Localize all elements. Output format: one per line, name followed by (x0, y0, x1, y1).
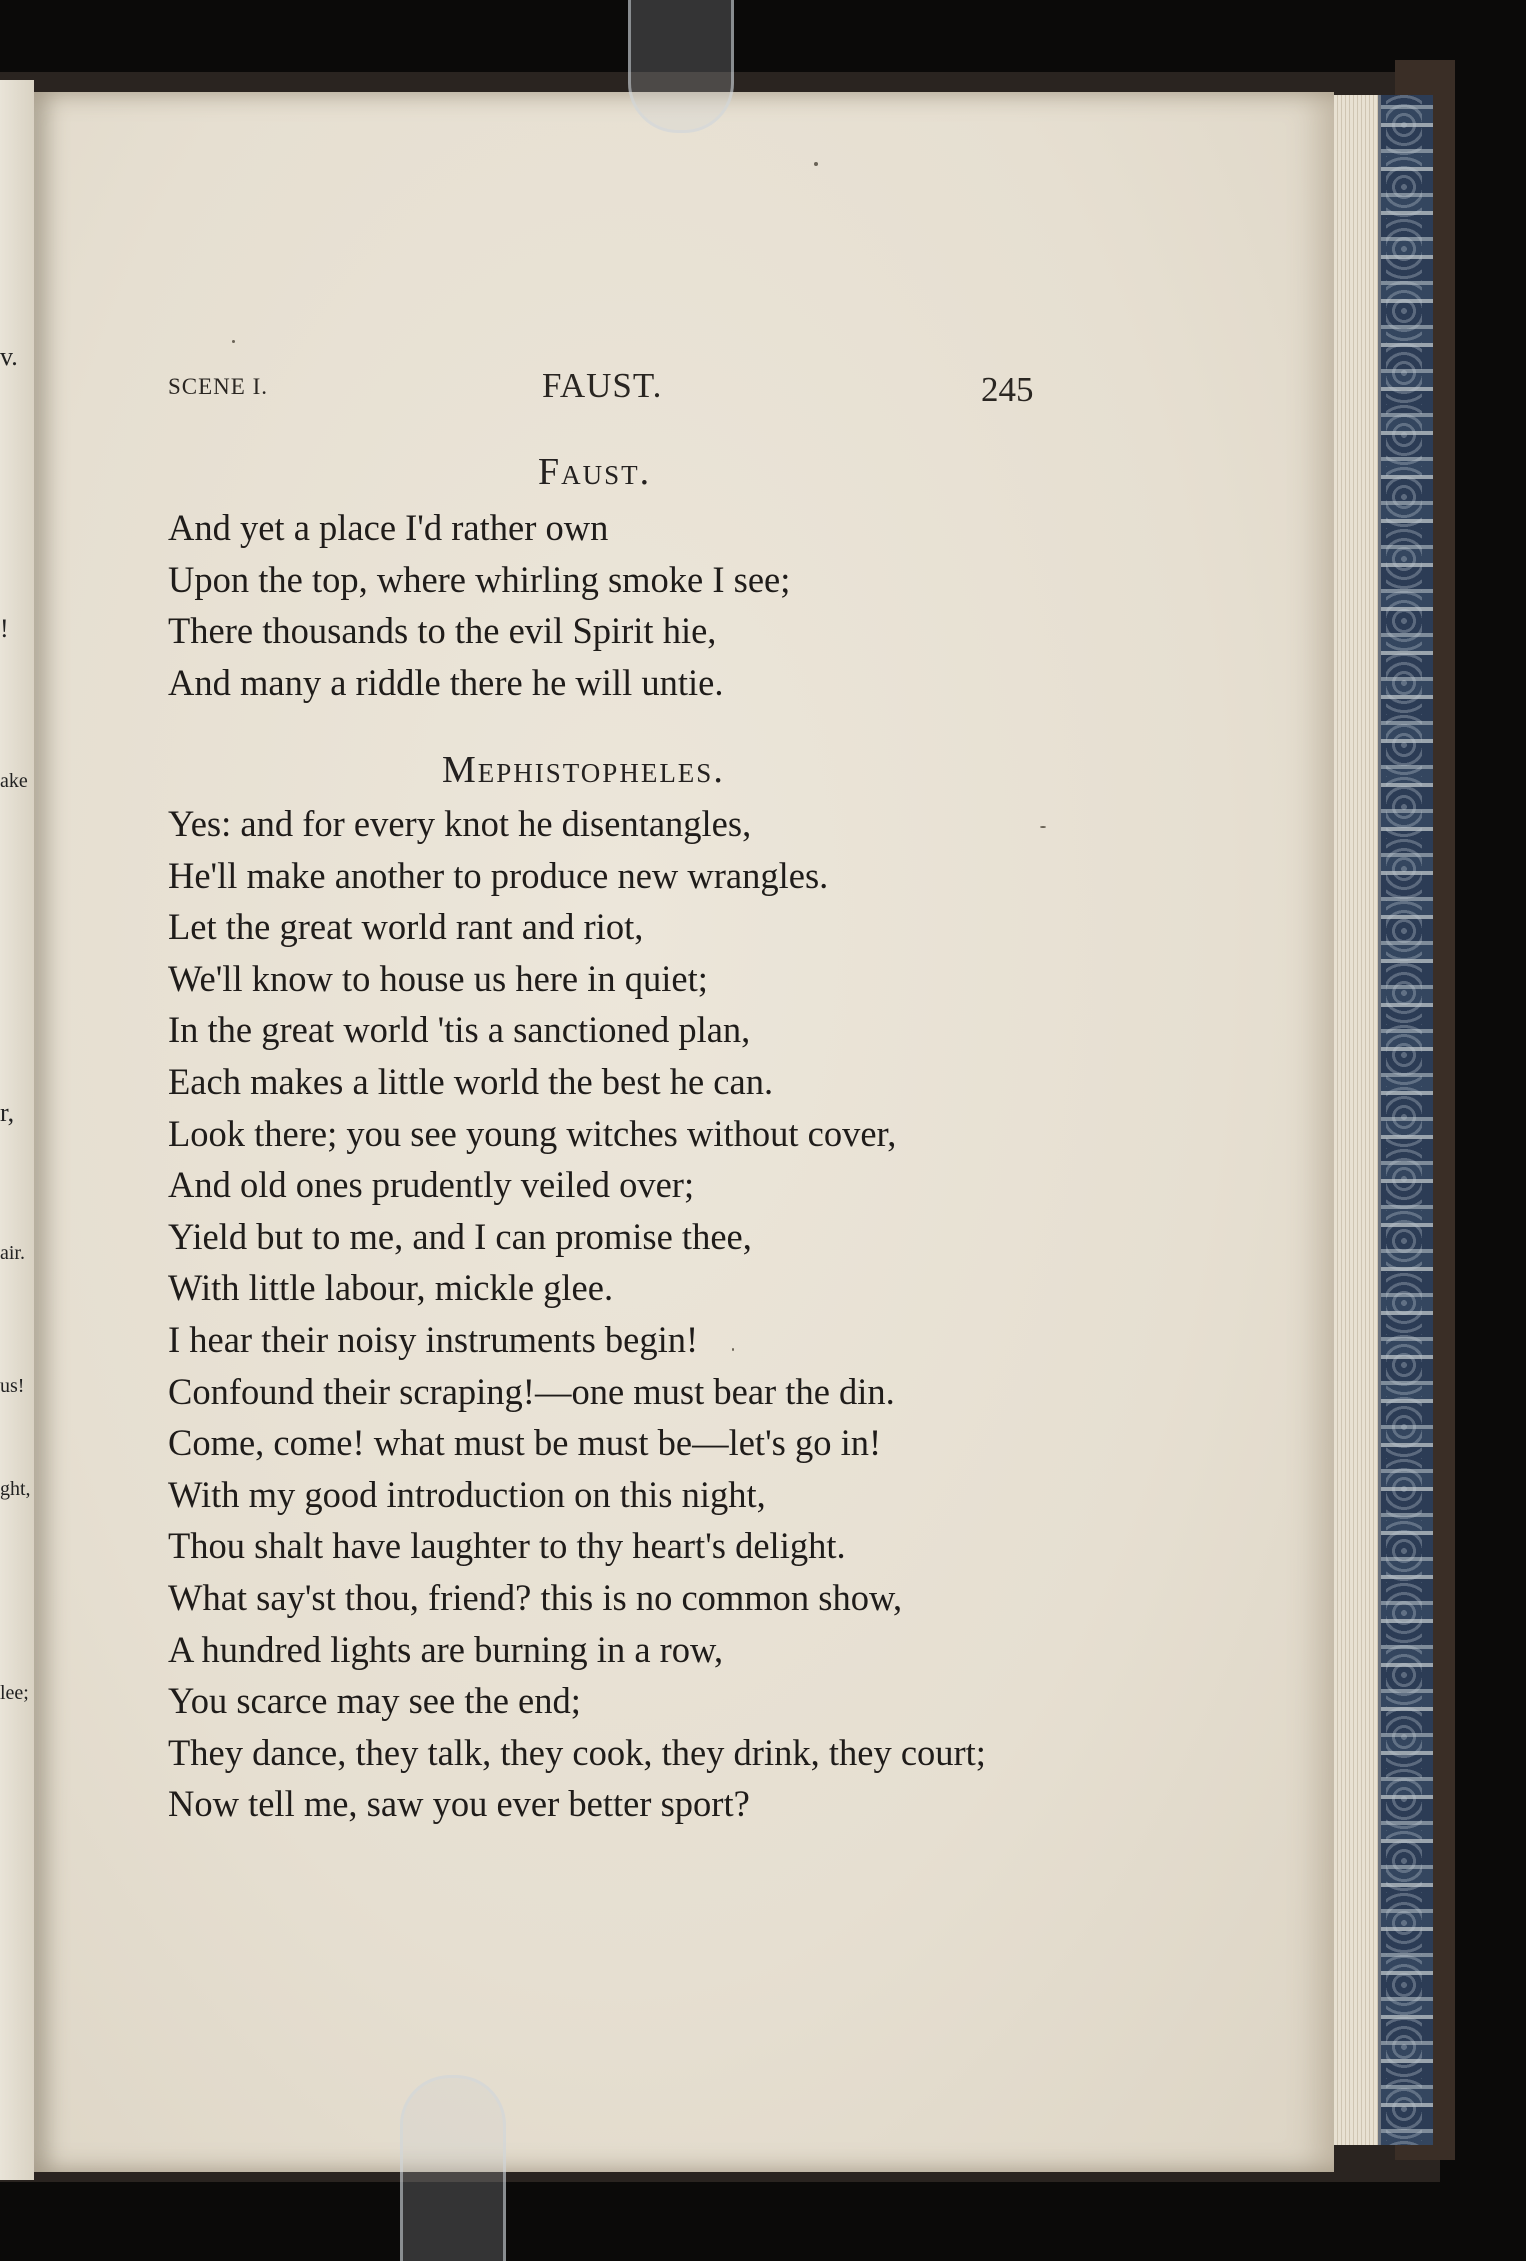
paper-speck (814, 162, 818, 166)
verse-line: A hundred lights are burning in a row, (168, 1628, 724, 1670)
previous-page-fragment: ake (0, 770, 28, 792)
scene-label: SCENE I. (168, 374, 268, 399)
page-number: 245 (981, 370, 1034, 409)
faust-speech (168, 502, 790, 708)
speaker-faust: Faust. (538, 451, 652, 493)
verse-line: Confound their scraping!—one must bear the din. (168, 1370, 895, 1412)
mephistopheles-speech (168, 798, 986, 1830)
verse-line: Look there; you see young witches without cover, (168, 1112, 897, 1154)
verse-line: Come, come! what must be must be—let's go in! (168, 1422, 882, 1464)
verse-line: Yes: and for every knot he disentangles, (168, 803, 752, 844)
previous-page-fragment: r, (0, 1098, 15, 1127)
previous-page-fragment: v. (0, 342, 18, 371)
page-clip-top (628, 0, 734, 133)
verse-line: Let the great world rant and riot, (168, 906, 644, 948)
verse-line: Thou shalt have laughter to thy heart's delight. (168, 1525, 846, 1567)
paper-speck (1040, 826, 1046, 828)
previous-page-sliver (0, 80, 34, 2180)
previous-page-fragment: air. (0, 1242, 25, 1264)
verse-line: And old ones prudently veiled over; (168, 1164, 695, 1206)
verse-line: Now tell me, saw you ever better sport? (168, 1783, 750, 1825)
endpaper-pattern (1386, 95, 1422, 2145)
verse-line: Each makes a little world the best he can. (168, 1060, 774, 1102)
previous-page-fragment: ght, (0, 1478, 31, 1500)
verse-line: He'll make another to produce new wrangles. (168, 854, 829, 896)
verse-line: With little labour, mickle glee. (168, 1267, 614, 1309)
verse-line: We'll know to house us here in quiet; (168, 957, 708, 999)
running-title: FAUST. (542, 366, 663, 405)
verse-line: They dance, they talk, they cook, they drink, they court; (168, 1731, 986, 1773)
verse-line: There thousands to the evil Spirit hie, (168, 610, 717, 652)
verse-line: What say'st thou, friend? this is no common show, (168, 1576, 903, 1618)
verse-line: And yet a place I'd rather own (168, 507, 609, 548)
verse-line: In the great world 'tis a sanctioned plan, (168, 1009, 751, 1051)
running-head (168, 366, 1048, 416)
previous-page-fragment: us! (0, 1375, 25, 1397)
page-edges (1330, 95, 1378, 2145)
previous-page-fragment: ! (0, 614, 9, 643)
paper-speck (232, 340, 235, 343)
verse-line: With my good introduction on this night, (168, 1473, 766, 1515)
page-clip-bottom (400, 2075, 506, 2261)
verse-line: Yield but to me, and I can promise thee, (168, 1215, 752, 1257)
speaker-mephistopheles: Mephistopheles. (442, 749, 725, 791)
verse-line: I hear their noisy instruments begin! (168, 1318, 699, 1360)
verse-line: And many a riddle there he will untie. (168, 661, 724, 703)
verse-line: Upon the top, where whirling smoke I see; (168, 558, 791, 600)
verse-line: You scarce may see the end; (168, 1680, 581, 1722)
previous-page-fragment: lee; (0, 1682, 29, 1704)
